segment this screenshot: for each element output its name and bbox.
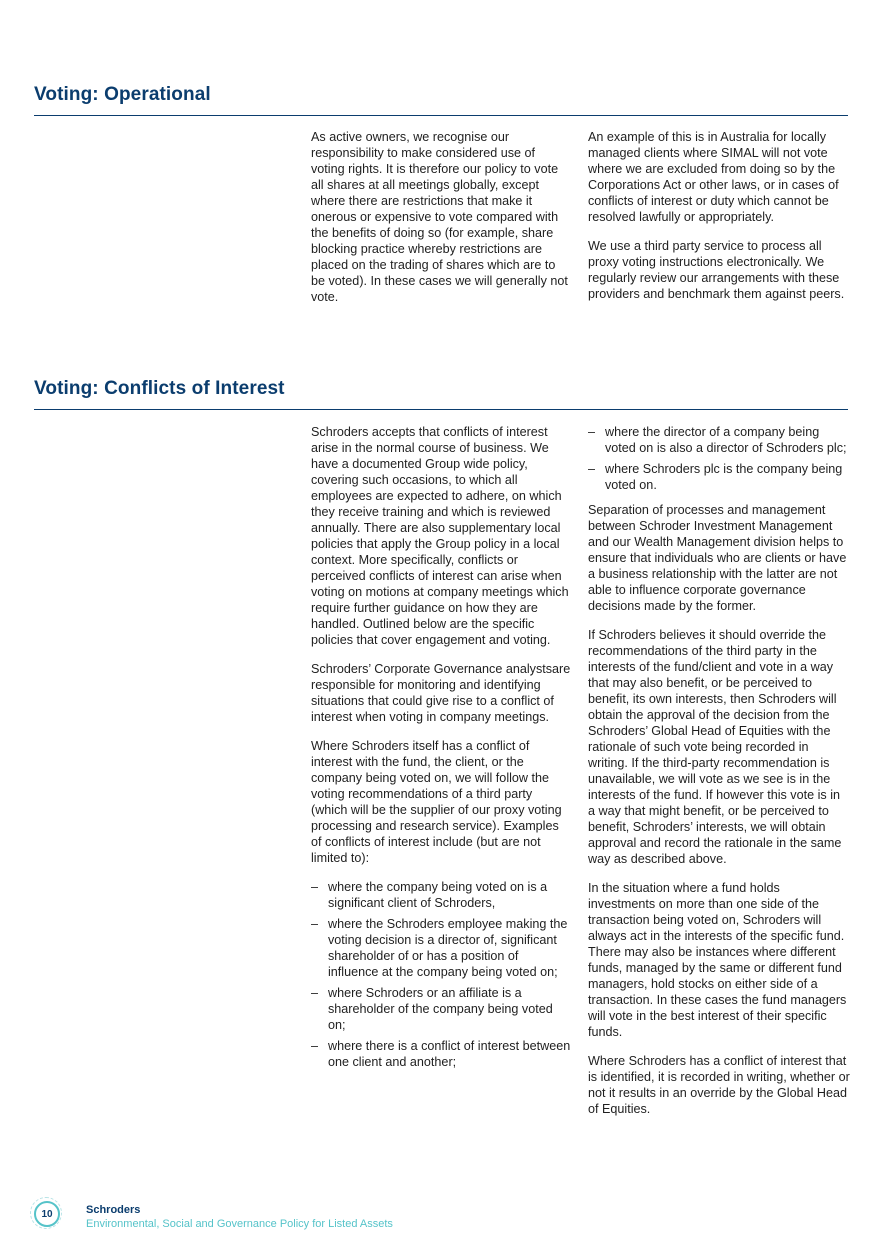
paragraph: We use a third party service to process all proxy voting instructions electronically. We regularly review our arrangements with these providers and benchmark them against peers.	[588, 239, 845, 301]
paragraph: An example of this is in Australia for locally managed clients where SIMAL will not vote where we are excluded from doing so by the Corporations Act or other laws, or in cases of conflicts of interest or duty which cannot be resolved lawfully or appropriately.	[588, 130, 839, 224]
operational-column-right	[588, 129, 850, 315]
section-divider	[34, 409, 848, 410]
paragraph: Separation of processes and management between Schroder Investment Management and our Wealth Management division helps to ensure that individuals who are clients or have a business relationship with the latter are not able to influence corporate governance decisions made by the former.	[588, 503, 847, 613]
list-item: – where the director of a company being voted on is also a director of Schroders plc;	[588, 424, 850, 456]
list-item: – where Schroders or an affiliate is a shareholder of the company being voted on;	[311, 985, 571, 1033]
section-title-voting-conflicts: Voting: Conflicts of Interest	[34, 378, 285, 399]
section-title-voting-operational: Voting: Operational	[34, 84, 211, 105]
page-number: 10	[41, 1208, 53, 1220]
conflicts-column-left	[311, 424, 571, 1079]
operational-column-left	[311, 129, 569, 318]
page-number-badge	[34, 1201, 60, 1227]
list-item: – where the company being voted on is a significant client of Schroders,	[311, 879, 571, 911]
paragraph: If Schroders believes it should override the recommendations of the third party in the interests of the fund/client and vote in a way that may also benefit, or be perceived to benefit, its own interests, then Schroders will obtain the approval of the decision from the Schroders’ Global Head of Equities with the rationale of such vote being recorded in writing. If the third-party recommendation is unavailable, we will vote as we see is in the interests of the fund. If however this vote is in a way that might benefit, or be perceived to benefit, Schroders’ interests, we will obtain approval and record the rationale in the same way as described above.	[588, 628, 842, 866]
paragraph: Schroders’ Corporate Governance analystsare responsible for monitoring and identifying situations that could give rise to a conflict of interest when voting in company meetings.	[311, 662, 571, 724]
paragraph: In the situation where a fund holds investments on more than one side of the transaction being voted on, Schroders will always act in the interests of the specific fund. There may also be instances where different funds, managed by the same or different fund managers, hold stocks on either side of a transaction. In these cases the fund managers will vote in the best interest of their specific funds.	[588, 881, 847, 1039]
conflict-examples-list-continued	[588, 424, 850, 493]
conflicts-column-right	[588, 424, 850, 1130]
list-item: – where Schroders plc is the company being voted on.	[588, 461, 850, 493]
footer-document-title: Environmental, Social and Governance Policy for Listed Assets	[86, 1218, 393, 1230]
list-item: – where there is a conflict of interest between one client and another;	[311, 1038, 571, 1070]
paragraph: Where Schroders itself has a conflict of interest with the fund, the client, or the company being voted on, we will follow the voting recommendations of a third party (which will be the supplier of our proxy voting processing and research service). Examples of conflicts of interest include (but are not limited to):	[311, 739, 562, 865]
paragraph: Schroders accepts that conflicts of interest arise in the normal course of business. We have a documented Group wide policy, covering such occasions, to which all employees are expected to adhere, on which they receive training and which is reviewed annually. There are also supplementary local policies that apply the Group policy in a local context. More specifically, conflicts or perceived conflicts of interest can arise when voting on motions at company meetings which require further guidance on how they are handled. Outlined below are the specific policies that cover engagement and voting.	[311, 425, 569, 647]
paragraph: As active owners, we recognise our responsibility to make considered use of voting rights. It is therefore our policy to vote all shares at all meetings globally, except where there are restrictions that make it onerous or expensive to vote compared with the benefits of doing so (for example, share blocking practice whereby restrictions are placed on the trading of shares which are to be voted). In these cases we will generally not vote.	[311, 130, 568, 304]
section-divider	[34, 115, 848, 116]
conflict-examples-list	[311, 879, 571, 1070]
paragraph: Where Schroders has a conflict of interest that is identified, it is recorded in writing, whether or not it results in an override by the Global Head of Equities.	[588, 1054, 850, 1116]
footer-brand: Schroders	[86, 1204, 141, 1216]
list-item: – where the Schroders employee making the voting decision is a director of, significant shareholder of or has a position of influence at the company being voted on;	[311, 916, 571, 980]
